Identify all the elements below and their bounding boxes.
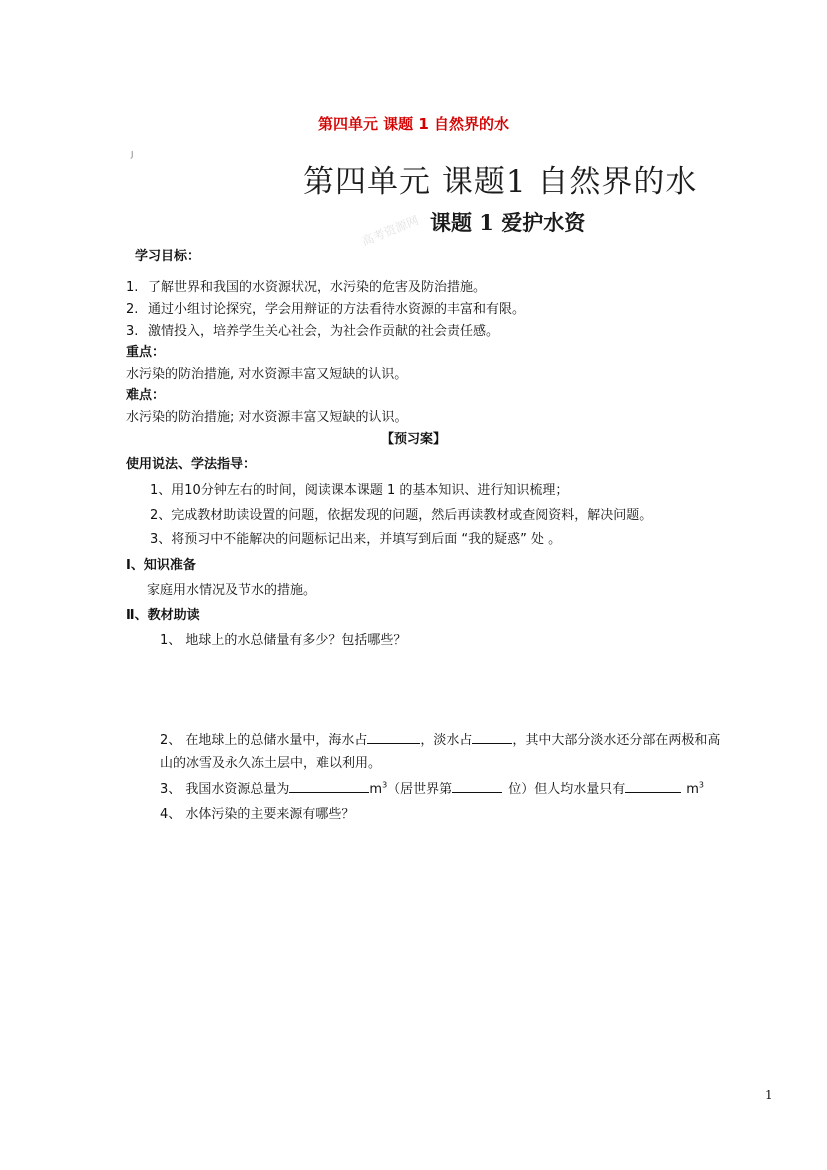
- red-title: 第四单元 课题 1 自然界的水: [317, 115, 510, 133]
- objective-text: 通过小组讨论探究，学会用辩证的方法看待水资源的丰富和有限。: [148, 302, 526, 317]
- cubic-meter-unit-2: $m^3$: [686, 780, 704, 797]
- objective-item-1: [126, 276, 486, 295]
- objective-number: 1.: [126, 280, 139, 295]
- question-3: [160, 778, 704, 797]
- question-1: 1、 地球上的水总储量有多少？包括哪些？: [160, 633, 407, 648]
- section-1-text: 家庭用水情况及节水的措施。: [147, 583, 317, 598]
- question-3-text-a: 3、 我国水资源总量为: [160, 782, 290, 797]
- preview-heading: 【预习案】: [380, 432, 446, 447]
- guide-heading: 使用说法、学法指导：: [126, 457, 257, 472]
- banner-subtitle: 课题 1 爱护水资: [430, 210, 586, 235]
- world-rank-blank[interactable]: [452, 779, 502, 793]
- question-3-text-c: 位）但人均水量只有: [508, 782, 626, 797]
- guide-item-2: 2、完成教材助读设置的问题，依据发现的问题，然后再读教材或查阅资料，解决问题。: [150, 508, 653, 523]
- watermark: 高考资源网: [359, 213, 421, 249]
- question-2: [160, 729, 720, 748]
- difficult-points-text: 水污染的防治措施; 对水资源丰富又短缺的认识。: [126, 410, 408, 425]
- objective-text: 激情投入，培养学生关心社会，为社会作贡献的社会责任感。: [148, 324, 500, 339]
- objective-text: 了解世界和我国的水资源状况，水污染的危害及防治措施。: [148, 280, 487, 295]
- difficult-points-heading: 难点：: [126, 388, 166, 403]
- key-points-text: 水污染的防治措施, 对水资源丰富又短缺的认识。: [126, 367, 408, 382]
- cubic-meter-unit: $m^3$: [369, 780, 388, 797]
- page-number: 1: [765, 1088, 773, 1102]
- objectives-heading: 学习目标：: [135, 249, 201, 264]
- key-points-heading: 重点：: [126, 345, 166, 360]
- objective-number: 3.: [126, 324, 139, 339]
- question-2-text-b: ，淡水占: [420, 733, 473, 748]
- guide-item-3: 3、将预习中不能解决的问题标记出来，并填写到后面 “我的疑惑” 处 。: [150, 532, 562, 547]
- seawater-blank[interactable]: [367, 730, 420, 744]
- freshwater-blank[interactable]: [472, 730, 512, 744]
- guide-item-1: 1、用10分钟左右的时间，阅读课本课题 1 的基本知识、进行知识梳理；: [150, 483, 569, 498]
- per-capita-blank[interactable]: [625, 779, 681, 793]
- section-2-heading: Ⅱ、教材助读: [126, 608, 200, 623]
- section-1-heading: Ⅰ、知识准备: [126, 558, 196, 573]
- question-2-line-2: 山的冰雪及永久冻土层中，难以利用。: [160, 756, 382, 771]
- banner-title: 第四单元 课题1 自然界的水: [303, 164, 698, 200]
- objective-item-2: [126, 298, 525, 317]
- tick-mark: J: [131, 150, 134, 159]
- question-3-text-b: （居世界第: [387, 782, 453, 797]
- objective-number: 2.: [126, 302, 139, 317]
- question-2-text-c: ，其中大部分淡水还分部在两极和高: [512, 733, 721, 748]
- total-water-blank[interactable]: [289, 779, 369, 793]
- objective-item-3: [126, 320, 499, 339]
- question-4: 4、 水体污染的主要来源有哪些？: [160, 807, 355, 822]
- question-2-text-a: 2、 在地球上的总储水量中，海水占: [160, 733, 368, 748]
